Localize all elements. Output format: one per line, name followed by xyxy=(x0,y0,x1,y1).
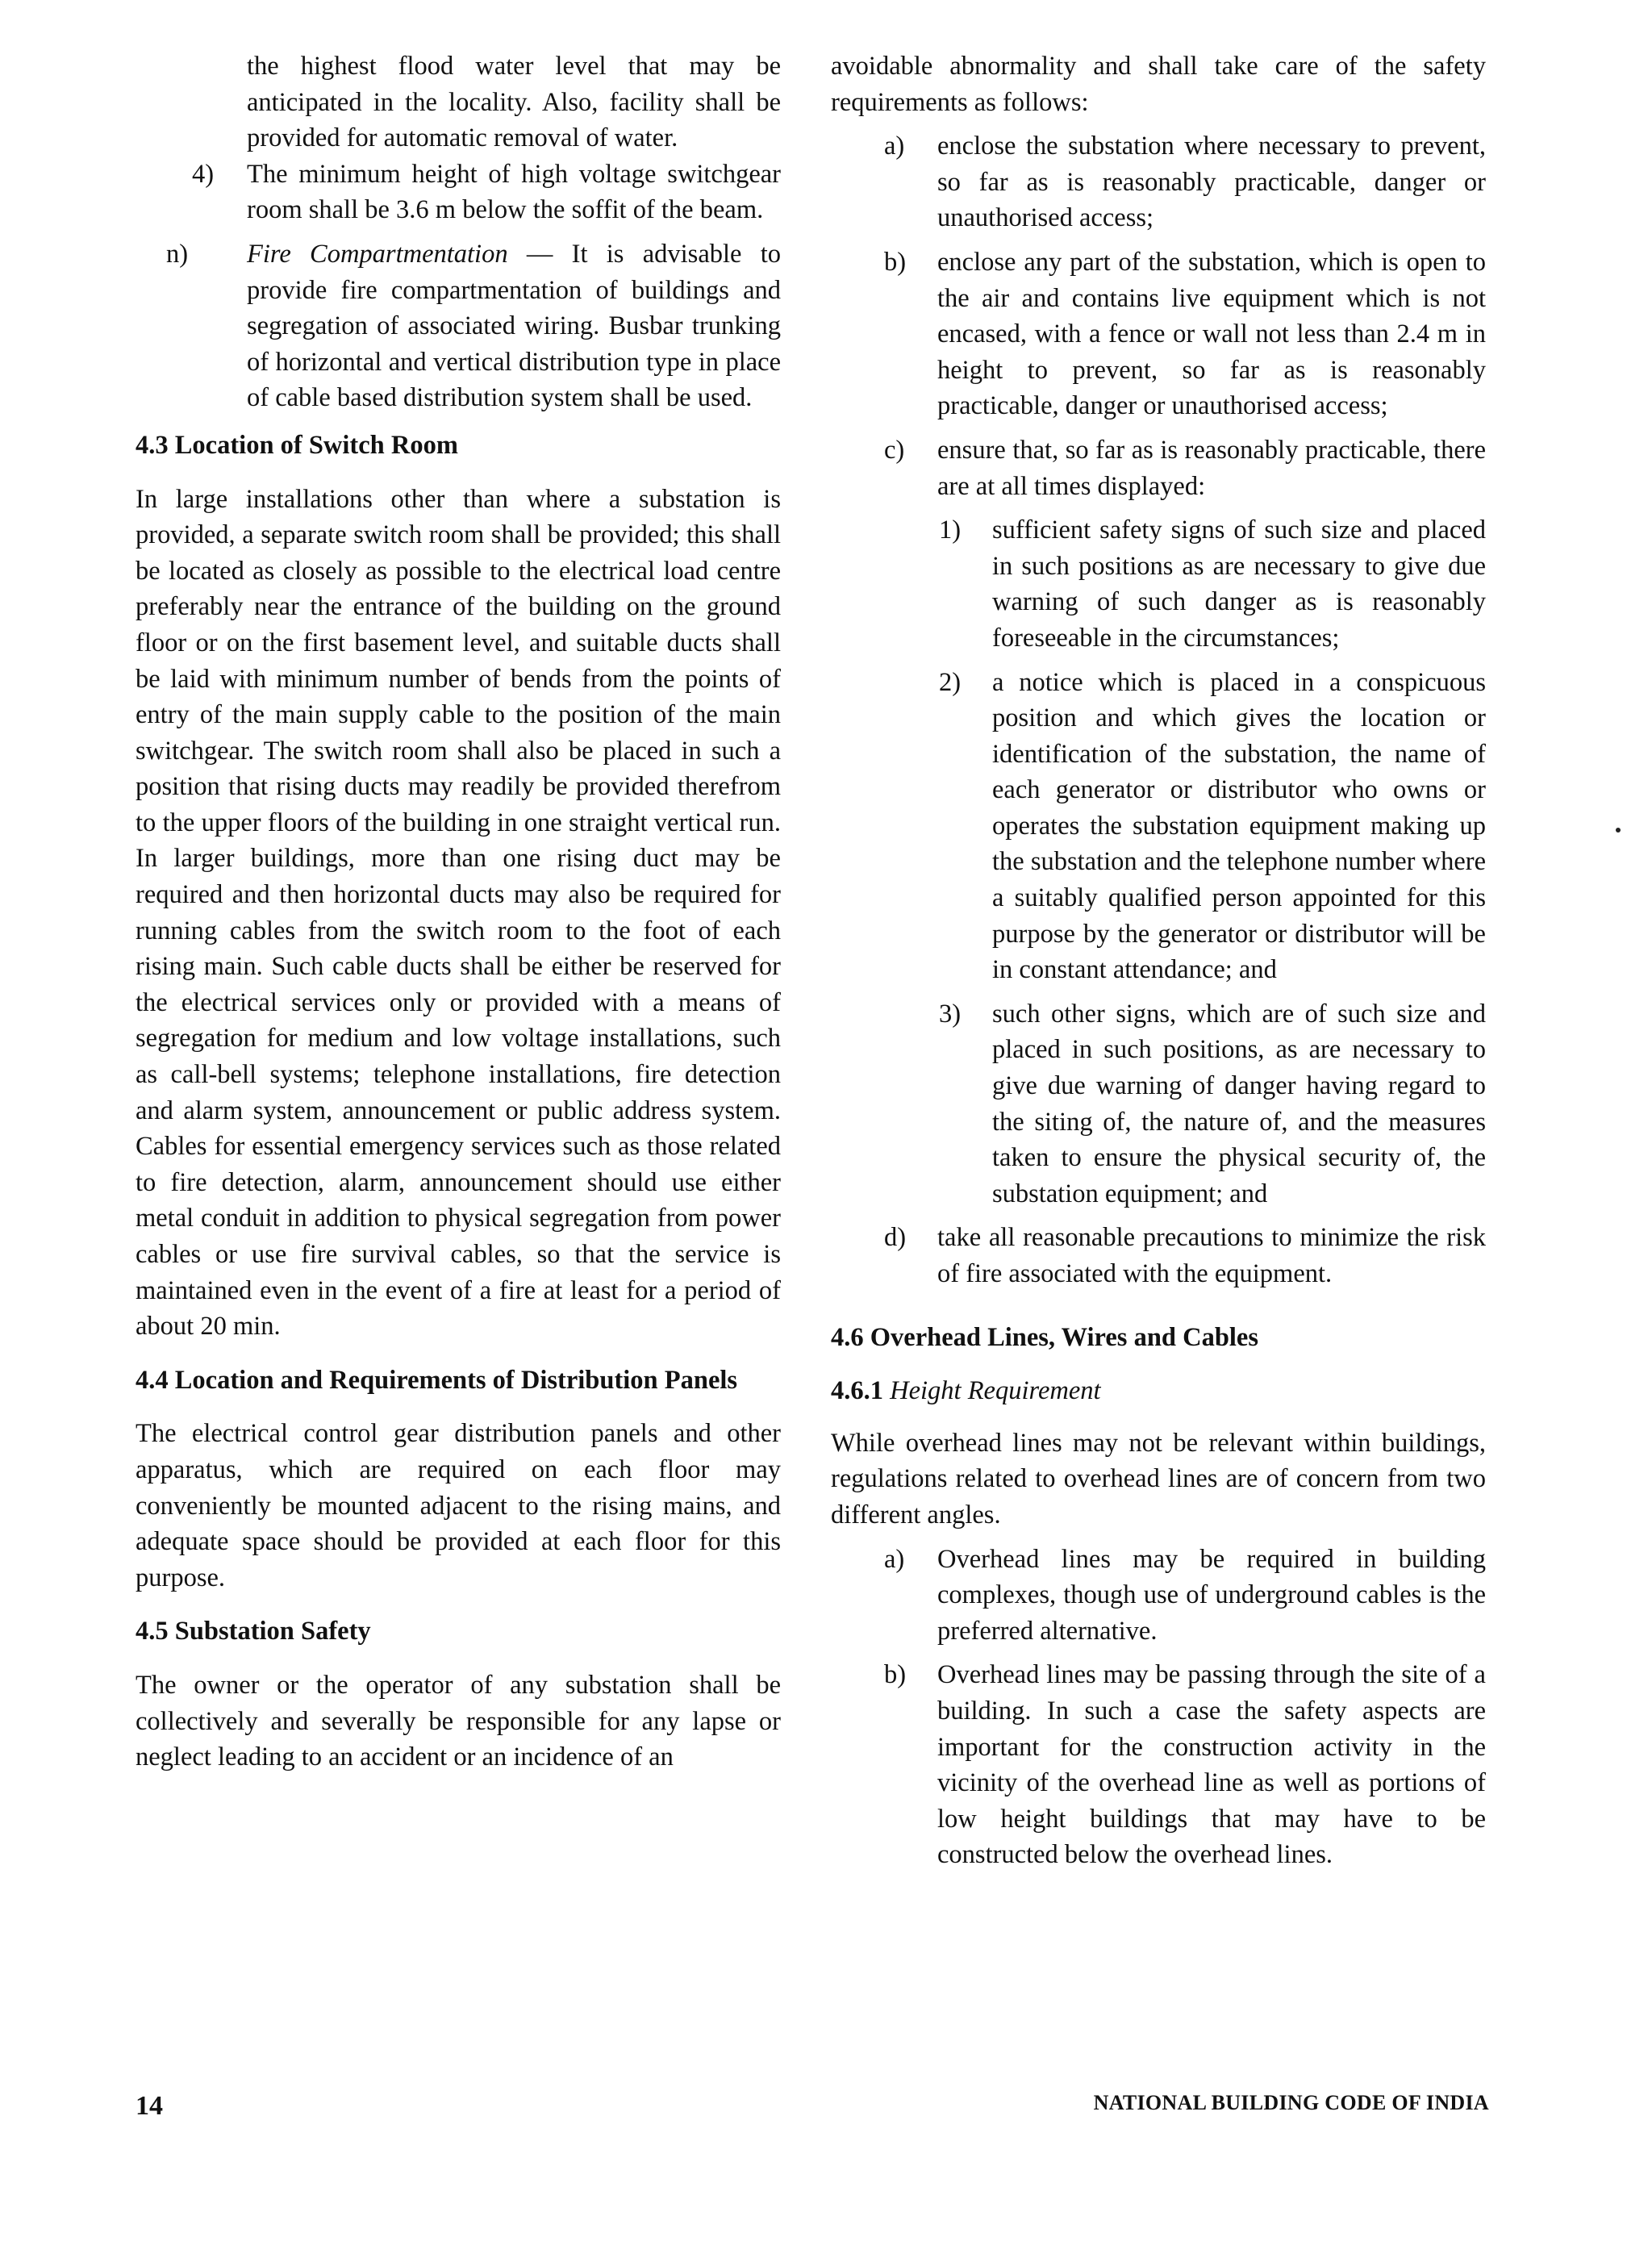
list-label: 3) xyxy=(939,999,962,1029)
section-heading-4-3: 4.3 Location of Switch Room xyxy=(136,430,458,460)
section-text-4-3: In large installations other than where a substation is provided, a separate switch room shall be provided; this shall be located as closely as possible to the electrical load centre preferably near the entrance of the building on the ground floor or on the first basement level, and suitable ducts shall be laid with minimum number of bends from the points of entry of the main supply cable to the position of the main switchgear. The switch room shall also be placed in such a position that rising ducts may readily be provided therefrom to the upper floors of the building in one straight vertical run. In larger buildings, more than one rising duct may be required and then horizontal ducts may also be required for running cables from the switch room to the foot of each rising main. Such cable ducts shall be either be reserved for the electrical services only or provided with a means of segregation for medium and low voltage installations, such as call-bell systems; telephone installations, fire detection and alarm system, announcement or public address system. Cables for essential emergency services such as those related to fire detection, alarm, announcement should use either metal conduit in addition to physical segregation from power cables or use fire survival cables, so that the service is maintained even in the event of a fire at least for a period of about 20 min. xyxy=(136,484,781,1342)
item-title: Fire Compartmentation xyxy=(247,239,508,269)
safety-requirements-list xyxy=(831,128,1486,1292)
list-text: enclose any part of the substation, which is open to the air and contains live equipment which is not encased, with a fence or wall not less than 2.4 m in height to prevent, so far as is reasonably practicable, danger or unauthorised access; xyxy=(937,247,1486,421)
list-item-a xyxy=(884,128,1486,236)
section-heading-4-6: 4.6 Overhead Lines, Wires and Cables xyxy=(831,1322,1258,1352)
section-text-4-5: The owner or the operator of any substation shall be collectively and severally be responsible for any lapse or neglect leading to an accident or an incidence of an xyxy=(136,1670,781,1772)
page-number: 14 xyxy=(136,2091,163,2121)
sub-list-item-1 xyxy=(939,512,1486,656)
subsection-text-4-6-1: While overhead lines may not be relevant within buildings, regulations related to overhead lines are of concern from two different angles. xyxy=(831,1428,1486,1529)
list-label: d) xyxy=(884,1223,907,1253)
list-label: 4) xyxy=(192,159,215,189)
subsection-heading-4-6-1: 4.6.1 Height Requirement xyxy=(831,1376,1101,1406)
overhead-item-a xyxy=(884,1542,1486,1650)
section-text-4-5-continued: avoidable abnormality and shall take care of the safety requirements as follows: xyxy=(831,52,1486,117)
right-column xyxy=(831,48,1486,1873)
list-label: b) xyxy=(884,1660,907,1690)
list-text: Overhead lines may be passing through the site of a building. In such a case the safety aspects are important for the construction activity in the vicinity of the overhead line as well as portions of low height buildings that may have to be constructed below the overhead lines. xyxy=(937,1660,1486,1870)
list-label: a) xyxy=(884,1544,905,1574)
list-item-3-continued: the highest flood water level that may be anticipated in the locality. Also, facility shall be provided for automatic removal of water. xyxy=(247,52,781,153)
section-heading-4-4: 4.4 Location and Requirements of Distribution Panels xyxy=(136,1365,738,1395)
list-text: enclose the substation where necessary to prevent, so far as is reasonably practicable, danger or unauthorised access; xyxy=(937,131,1486,233)
list-item-n xyxy=(166,236,782,416)
sub-list-item-2 xyxy=(939,665,1486,988)
list-text: such other signs, which are of such size and placed in such positions, as are necessary to give due warning of danger having regard to the siting of, the nature of, and the measures taken to ensure the physical security of, the substation equipment; and xyxy=(992,999,1486,1208)
list-label: 2) xyxy=(939,667,962,697)
list-item-4 xyxy=(192,156,781,228)
left-column xyxy=(136,48,781,1776)
list-label: a) xyxy=(884,131,905,161)
list-text: sufficient safety signs of such size and placed in such positions as are necessary to give due warning of such danger as is reasonably foreseeable in the circumstances; xyxy=(992,515,1486,653)
list-text: take all reasonable precautions to minimize the risk of fire associated with the equipment. xyxy=(937,1223,1486,1288)
list-text: a notice which is placed in a conspicuous position and which gives the location or identification of the substation, the name of each generator or distributor who owns or operates the substation equipment making up the substation and the telephone number where a suitably qualified person appointed for this purpose by the generator or distributor will be in constant attendance; and xyxy=(992,667,1486,985)
list-label: n) xyxy=(166,239,189,269)
list-item-b xyxy=(884,244,1486,424)
list-text: — It is advisable to provide fire compartmentation of buildings and segregation of associated wiring. Busbar trunking of horizontal and vertical distribution type in place of cable based distribution system shall be used. xyxy=(247,239,782,413)
section-text-4-4: The electrical control gear distribution panels and other apparatus, which are required on each floor may conveniently be mounted adjacent to the rising mains, and adequate space should be provided at each floor for this purpose. xyxy=(136,1419,781,1592)
sub-list-item-3 xyxy=(939,996,1486,1212)
margin-mark xyxy=(1616,828,1621,833)
running-title: NATIONAL BUILDING CODE OF INDIA xyxy=(1093,2091,1489,2114)
list-text: ensure that, so far as is reasonably practicable, there are at all times displayed: xyxy=(937,435,1486,501)
list-text: Overhead lines may be required in building complexes, though use of underground cables is the preferred alternative. xyxy=(937,1544,1486,1646)
list-item-d xyxy=(884,1220,1486,1292)
list-label: c) xyxy=(884,435,905,465)
list-label: 1) xyxy=(939,515,962,545)
overhead-item-b xyxy=(884,1657,1486,1873)
list-text: The minimum height of high voltage switchgear room shall be 3.6 m below the soffit of the beam. xyxy=(247,159,781,225)
section-heading-4-5: 4.5 Substation Safety xyxy=(136,1617,371,1646)
list-label: b) xyxy=(884,247,907,277)
list-item-c xyxy=(884,432,1486,504)
